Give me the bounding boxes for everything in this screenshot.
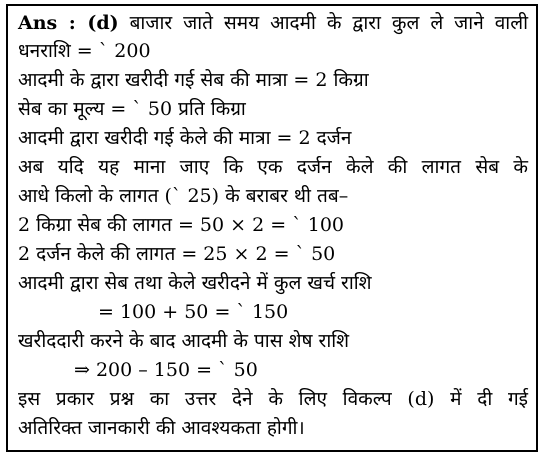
answer-line-1-text: बाजार जाते समय आदमी के द्वारा कुल ले जाने वाली xyxy=(129,12,528,34)
answer-line-9: 2 दर्जन केले की लागत = 25 × 2 = ` 50 xyxy=(18,243,336,265)
answer-label: Ans : (d) xyxy=(18,12,119,34)
answer-line-5: आदमी द्वारा खरीदी गई केले की मात्रा = 2 दर्जन xyxy=(18,127,352,149)
answer-line-14: इस प्रकार प्रश्न का उत्तर देने के लिए विकल्प (d) में दी गई xyxy=(18,388,528,410)
answer-line-3: आदमी के द्वारा खरीदी गई सेब की मात्रा = 2 किग्रा xyxy=(18,69,369,91)
answer-box xyxy=(6,4,538,452)
answer-line-13: ⇒ 200 – 150 = ` 50 xyxy=(74,359,258,381)
answer-line-7: आधे किलो के लागत (` 25) के बराबर थी तब– xyxy=(18,185,349,207)
answer-line-12: खरीददारी करने के बाद आदमी के पास शेष राशि xyxy=(18,330,350,352)
answer-line-1 xyxy=(18,12,528,34)
answer-line-10: आदमी द्वारा सेब तथा केले खरीदने में कुल खर्च राशि xyxy=(18,272,372,294)
answer-line-11: = 100 + 50 = ` 150 xyxy=(98,301,289,323)
answer-line-4: सेब का मूल्य = ` 50 प्रति किग्रा xyxy=(18,98,246,120)
answer-line-6: अब यदि यह माना जाए कि एक दर्जन केले की लागत सेब के xyxy=(18,156,528,178)
answer-line-8: 2 किग्रा सेब की लागत = 50 × 2 = ` 100 xyxy=(18,214,344,236)
answer-line-2: धनराशि = ` 200 xyxy=(18,40,151,62)
answer-line-15: अतिरिक्त जानकारी की आवश्यकता होगी। xyxy=(18,417,305,439)
